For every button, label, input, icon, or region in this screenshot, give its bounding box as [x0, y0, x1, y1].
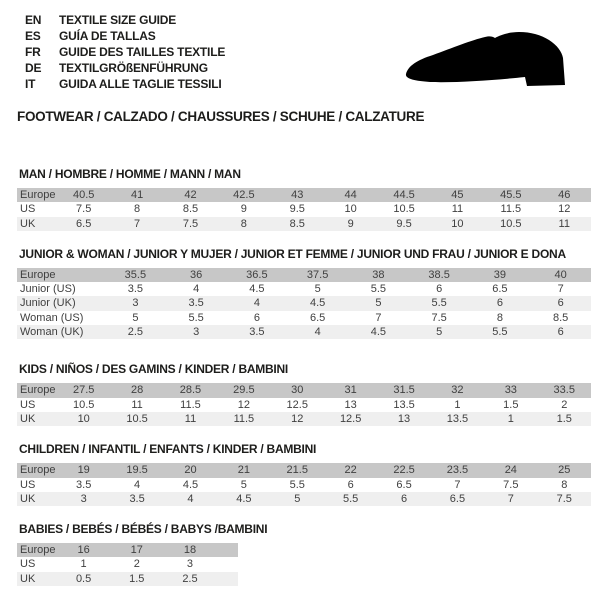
size-value: 31 — [324, 383, 377, 397]
size-value: 17 — [110, 543, 163, 557]
size-value: 6.5 — [57, 217, 110, 231]
size-value: 9 — [217, 202, 270, 216]
size-value: 6 — [377, 492, 430, 506]
row-label: US — [17, 478, 57, 492]
size-value: 10 — [324, 202, 377, 216]
size-value: 8 — [110, 202, 163, 216]
size-value: 21 — [217, 463, 270, 477]
size-value: 1.5 — [538, 412, 591, 426]
lang-row-en — [25, 12, 225, 28]
size-value: 7.5 — [538, 492, 591, 506]
size-value: 10.5 — [57, 398, 110, 412]
size-value: 3.5 — [110, 492, 163, 506]
size-value: 11 — [538, 217, 591, 231]
row-label: Junior (US) — [17, 282, 105, 296]
size-value: 6 — [470, 296, 531, 310]
size-value: 1 — [484, 412, 537, 426]
size-value: 7 — [348, 311, 409, 325]
lang-row-it — [25, 76, 225, 92]
size-value: 7 — [484, 492, 537, 506]
size-value: 3 — [166, 325, 227, 339]
size-section-junior-woman — [17, 248, 591, 339]
size-value: 38.5 — [409, 268, 470, 282]
lang-code: IT — [25, 77, 36, 91]
size-value: 36 — [166, 268, 227, 282]
size-value: 11 — [164, 412, 217, 426]
size-value: 4 — [227, 296, 288, 310]
size-value: 40 — [530, 268, 591, 282]
size-value: 1.5 — [110, 572, 163, 586]
lang-code: ES — [25, 29, 41, 43]
size-table-babies — [17, 543, 238, 586]
size-value: 13 — [377, 412, 430, 426]
size-value: 3 — [57, 492, 110, 506]
size-value: 8 — [470, 311, 531, 325]
size-section-children — [17, 443, 591, 506]
category-title: FOOTWEAR / CALZADO / CHAUSSURES / SCHUHE / CALZATURE — [17, 109, 425, 124]
size-value: 5 — [217, 478, 270, 492]
size-table-kids — [17, 383, 591, 426]
table-row-woman-us — [17, 311, 591, 325]
size-value: 1.5 — [484, 398, 537, 412]
size-value: 4 — [110, 478, 163, 492]
size-value: 2 — [538, 398, 591, 412]
section-title-junior-woman: JUNIOR & WOMAN / JUNIOR Y MUJER / JUNIOR ET FEMME / JUNIOR UND FRAU / JUNIOR E DONA — [19, 246, 566, 261]
section-title-children: CHILDREN / INFANTIL / ENFANTS / KINDER / BAMBINI — [19, 442, 317, 457]
size-value: 6.5 — [431, 492, 484, 506]
size-value: 10.5 — [377, 202, 430, 216]
size-value: 44.5 — [377, 188, 430, 202]
size-value: 46 — [538, 188, 591, 202]
size-value: 7.5 — [57, 202, 110, 216]
size-value: 43 — [271, 188, 324, 202]
size-value: 11.5 — [484, 202, 537, 216]
size-value: 3 — [163, 557, 216, 571]
size-value: 10.5 — [484, 217, 537, 231]
size-value: 28 — [110, 383, 163, 397]
row-label: US — [17, 557, 57, 571]
size-value: 4 — [166, 282, 227, 296]
table-row-europe — [17, 268, 591, 282]
size-value: 22.5 — [377, 463, 430, 477]
spacer-cell — [217, 557, 238, 571]
size-value: 9 — [324, 217, 377, 231]
row-label: UK — [17, 412, 57, 426]
size-value: 1 — [431, 398, 484, 412]
size-value: 10.5 — [110, 412, 163, 426]
size-value: 3.5 — [57, 478, 110, 492]
size-value: 4 — [164, 492, 217, 506]
size-value: 5 — [348, 296, 409, 310]
table-row-junior-uk — [17, 296, 591, 310]
size-value: 23.5 — [431, 463, 484, 477]
size-value: 5.5 — [470, 325, 531, 339]
size-value: 11 — [431, 202, 484, 216]
row-label: UK — [17, 217, 57, 231]
table-row-us — [17, 557, 238, 571]
size-section-babies — [17, 523, 591, 586]
size-value: 42 — [164, 188, 217, 202]
size-value: 3.5 — [227, 325, 288, 339]
size-value: 8 — [538, 478, 591, 492]
row-label: Europe — [17, 188, 57, 202]
table-row-europe — [17, 463, 591, 477]
size-value: 5.5 — [166, 311, 227, 325]
row-label: US — [17, 398, 57, 412]
row-label: UK — [17, 492, 57, 506]
lang-code: EN — [25, 13, 42, 27]
size-value: 5.5 — [271, 478, 324, 492]
size-value: 0.5 — [57, 572, 110, 586]
language-title-list — [25, 12, 225, 92]
size-value: 25 — [538, 463, 591, 477]
size-value: 5 — [271, 492, 324, 506]
row-label: Woman (UK) — [17, 325, 105, 339]
row-label: Europe — [17, 383, 57, 397]
size-value: 35.5 — [105, 268, 166, 282]
section-title-kids: KIDS / NIÑOS / DES GAMINS / KINDER / BAMBINI — [19, 362, 289, 377]
size-table-junior-woman — [17, 268, 591, 339]
size-value: 2.5 — [105, 325, 166, 339]
row-label: UK — [17, 572, 57, 586]
size-value: 45 — [431, 188, 484, 202]
row-label: Europe — [17, 268, 105, 282]
table-row-uk — [17, 572, 238, 586]
size-value: 6 — [409, 282, 470, 296]
size-value: 5 — [409, 325, 470, 339]
size-value: 11.5 — [164, 398, 217, 412]
size-value: 38 — [348, 268, 409, 282]
size-value: 5.5 — [409, 296, 470, 310]
size-value: 13.5 — [431, 412, 484, 426]
size-value: 19.5 — [110, 463, 163, 477]
size-value: 36.5 — [227, 268, 288, 282]
size-section-kids — [17, 363, 591, 426]
size-value: 6.5 — [287, 311, 348, 325]
size-value: 6.5 — [470, 282, 531, 296]
lang-code: FR — [25, 45, 41, 59]
size-value: 44 — [324, 188, 377, 202]
dress-shoe-icon — [397, 27, 577, 95]
size-value: 40.5 — [57, 188, 110, 202]
size-value: 19 — [57, 463, 110, 477]
size-value: 9.5 — [377, 217, 430, 231]
size-value: 3.5 — [166, 296, 227, 310]
size-value: 5 — [287, 282, 348, 296]
size-value: 18 — [163, 543, 216, 557]
size-value: 9.5 — [271, 202, 324, 216]
size-value: 2 — [110, 557, 163, 571]
size-value: 4 — [287, 325, 348, 339]
lang-title: GUÍA DE TALLAS — [59, 29, 156, 43]
size-value: 6 — [530, 325, 591, 339]
size-value: 29.5 — [217, 383, 270, 397]
table-row-us — [17, 202, 591, 216]
table-row-europe — [17, 188, 591, 202]
size-value: 6.5 — [377, 478, 430, 492]
size-value: 8.5 — [271, 217, 324, 231]
size-value: 30 — [271, 383, 324, 397]
size-value: 6 — [227, 311, 288, 325]
size-value: 12.5 — [324, 412, 377, 426]
size-value: 10 — [57, 412, 110, 426]
size-value: 32 — [431, 383, 484, 397]
size-value: 13.5 — [377, 398, 430, 412]
lang-title: TEXTILGRÖßENFÜHRUNG — [59, 61, 208, 75]
size-tables — [17, 168, 591, 586]
size-value: 20 — [164, 463, 217, 477]
size-value: 6 — [530, 296, 591, 310]
size-section-man — [17, 168, 591, 231]
size-value: 7.5 — [164, 217, 217, 231]
size-value: 21.5 — [271, 463, 324, 477]
size-value: 12 — [538, 202, 591, 216]
table-row-uk — [17, 217, 591, 231]
size-value: 7.5 — [409, 311, 470, 325]
row-label: Europe — [17, 463, 57, 477]
size-value: 1 — [57, 557, 110, 571]
section-title-man: MAN / HOMBRE / HOMME / MANN / MAN — [19, 167, 241, 181]
lang-row-de — [25, 60, 225, 76]
size-value: 12 — [217, 398, 270, 412]
size-table-man — [17, 188, 591, 231]
size-value: 7 — [530, 282, 591, 296]
table-row-us — [17, 478, 591, 492]
size-value: 8.5 — [164, 202, 217, 216]
row-label: Woman (US) — [17, 311, 105, 325]
size-value: 12 — [271, 412, 324, 426]
size-value: 11 — [110, 398, 163, 412]
size-value: 4.5 — [217, 492, 270, 506]
size-value: 33 — [484, 383, 537, 397]
row-label: Europe — [17, 543, 57, 557]
size-value: 4.5 — [287, 296, 348, 310]
size-value: 6 — [324, 478, 377, 492]
size-value: 4.5 — [164, 478, 217, 492]
size-value: 45.5 — [484, 188, 537, 202]
size-value: 41 — [110, 188, 163, 202]
size-value: 11.5 — [217, 412, 270, 426]
size-value: 22 — [324, 463, 377, 477]
table-row-uk — [17, 412, 591, 426]
size-value: 39 — [470, 268, 531, 282]
section-title-babies: BABIES / BEBÉS / BÉBÉS / BABYS /BAMBINI — [19, 522, 268, 537]
lang-title: GUIDE DES TAILLES TEXTILE — [59, 45, 226, 59]
size-value: 8.5 — [530, 311, 591, 325]
size-value: 4.5 — [227, 282, 288, 296]
spacer-cell — [217, 572, 238, 586]
size-value: 3.5 — [105, 282, 166, 296]
size-value: 42.5 — [217, 188, 270, 202]
table-row-europe — [17, 383, 591, 397]
size-value: 2.5 — [163, 572, 216, 586]
table-row-us — [17, 398, 591, 412]
size-value: 28.5 — [164, 383, 217, 397]
size-value: 16 — [57, 543, 110, 557]
size-value: 5.5 — [324, 492, 377, 506]
size-value: 7 — [110, 217, 163, 231]
lang-row-fr — [25, 44, 225, 60]
size-value: 4.5 — [348, 325, 409, 339]
row-label: US — [17, 202, 57, 216]
size-value: 37.5 — [287, 268, 348, 282]
size-value: 10 — [431, 217, 484, 231]
size-value: 13 — [324, 398, 377, 412]
size-value: 8 — [217, 217, 270, 231]
size-table-children — [17, 463, 591, 506]
size-value: 7 — [431, 478, 484, 492]
table-row-uk — [17, 492, 591, 506]
size-value: 12.5 — [271, 398, 324, 412]
row-label: Junior (UK) — [17, 296, 105, 310]
size-value: 5 — [105, 311, 166, 325]
spacer-cell — [217, 543, 238, 557]
size-value: 31.5 — [377, 383, 430, 397]
table-row-junior-us — [17, 282, 591, 296]
table-row-europe — [17, 543, 238, 557]
size-value: 24 — [484, 463, 537, 477]
size-value: 3 — [105, 296, 166, 310]
table-row-woman-uk — [17, 325, 591, 339]
lang-row-es — [25, 28, 225, 44]
size-value: 33.5 — [538, 383, 591, 397]
size-value: 5.5 — [348, 282, 409, 296]
size-value: 27.5 — [57, 383, 110, 397]
size-value: 7.5 — [484, 478, 537, 492]
lang-code: DE — [25, 61, 42, 75]
lang-title: GUIDA ALLE TAGLIE TESSILI — [59, 77, 222, 91]
lang-title: TEXTILE SIZE GUIDE — [59, 13, 177, 27]
